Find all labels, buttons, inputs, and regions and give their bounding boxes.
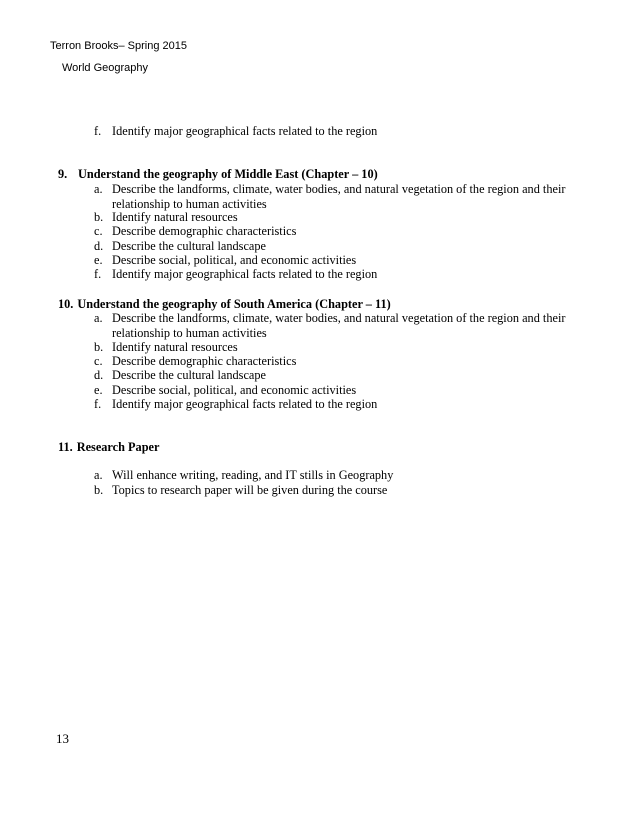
list-item [94,182,594,211]
list-item [94,253,594,268]
list-item-text: Topics to research paper will be given during the course [112,483,388,497]
list-item [94,368,594,383]
list-item-letter: b. [94,340,104,354]
list-item-letter: f. [94,397,102,411]
document-header-course: World Geography [62,62,149,74]
list-item-text: Will enhance writing, reading, and IT stills in Geography [112,468,394,482]
list-item [94,239,594,254]
list-item-text: Describe the cultural landscape [112,368,266,382]
page-number: 13 [56,731,69,746]
list-item-text: Identify major geographical facts related to the region [112,267,378,281]
list-item-letter: c. [94,354,103,368]
list-item-letter: a. [94,182,103,196]
list-item-letter: e. [94,253,103,267]
list-item [94,483,594,498]
list-item [94,397,594,412]
section-title: Understand the geography of South America (Chapter – 11) [77,297,391,311]
list-item-letter: a. [94,311,103,325]
list-item-letter: a. [94,468,103,482]
list-item-letter: c. [94,224,103,238]
list-item-letter: b. [94,483,104,497]
section-number: 10. [58,297,74,311]
section-heading-10 [58,297,391,312]
list-item-text: Describe social, political, and economic activities [112,253,357,267]
section-number: 9. [58,167,68,181]
list-item-letter: f. [94,267,102,281]
section-number: 11. [58,440,73,454]
list-item [94,354,594,369]
section-title: Research Paper [76,440,160,454]
list-item-letter: b. [94,210,104,224]
list-item-text: Describe demographic characteristics [112,224,297,238]
list-item-letter: d. [94,368,104,382]
document-header-author: Terron Brooks– Spring 2015 [50,40,187,52]
list-item [94,224,594,239]
list-item-text: Identify natural resources [112,210,238,224]
list-item-text: Identify major geographical facts related to the region [112,397,378,411]
list-item-text: Describe the cultural landscape [112,239,266,253]
list-item [94,267,594,282]
list-item-text: Identify natural resources [112,340,238,354]
list-item [94,468,594,483]
list-item-letter: d. [94,239,104,253]
list-item [94,383,594,398]
list-item-text: Identify major geographical facts related to the region [112,124,378,138]
list-item-text: Describe demographic characteristics [112,354,297,368]
section-heading-11 [58,440,159,455]
list-item-letter: f. [94,124,102,138]
list-item [94,311,594,340]
list-item [94,124,594,139]
list-item-text: Describe the landforms, climate, water bodies, and natural vegetation of the region and their relationship to human activities [112,311,566,340]
list-item-text: Describe the landforms, climate, water bodies, and natural vegetation of the region and their relationship to human activities [112,182,566,211]
list-item-text: Describe social, political, and economic activities [112,383,357,397]
list-item-letter: e. [94,383,103,397]
list-item [94,210,594,225]
section-title: Understand the geography of Middle East (Chapter – 10) [78,167,378,181]
section-heading-9 [58,167,378,182]
list-item [94,340,594,355]
